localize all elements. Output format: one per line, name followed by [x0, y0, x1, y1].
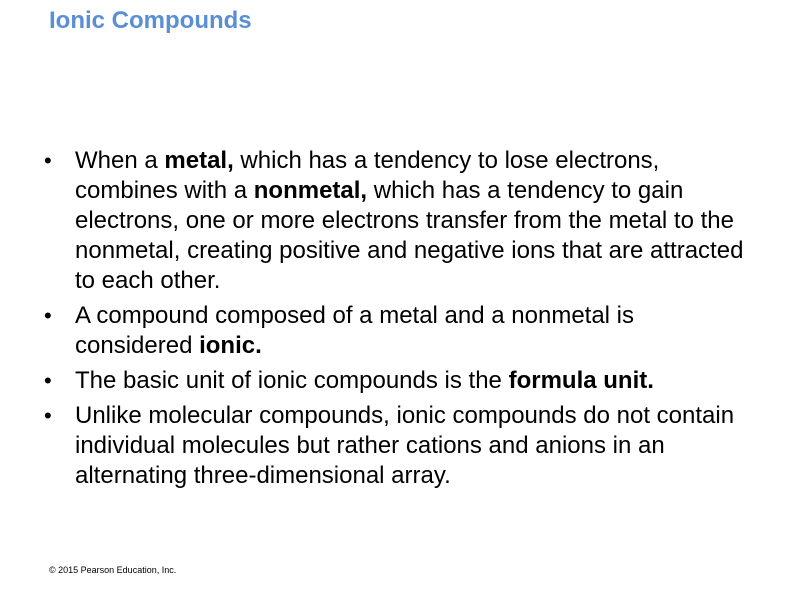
bullet-text: A compound composed of a metal and a nonmetal is considered — [75, 302, 635, 359]
bullet-item — [44, 401, 754, 491]
bullet-bold-term: metal, — [164, 147, 234, 174]
bullet-text: The basic unit of ionic compounds is the — [75, 367, 509, 394]
bullet-text: Unlike molecular compounds, ionic compounds do not contain individual molecules but rather cations and anions in an alternating three-dimensional array. — [75, 402, 735, 489]
bullet-icon: • — [44, 403, 52, 428]
bullet-bold-term: ionic. — [199, 332, 262, 359]
bullet-item — [44, 301, 754, 361]
bullet-text: which has a tendency to gain electrons, one or more electrons transfer from the metal to the nonmetal, creating positive and negative ions that are attracted to each other. — [75, 177, 744, 294]
bullet-list — [44, 146, 754, 496]
slide-title: Ionic Compounds — [49, 7, 252, 34]
bullet-bold-term: nonmetal, — [253, 177, 368, 204]
bullet-item — [44, 366, 754, 396]
bullet-icon: • — [44, 368, 52, 393]
bullet-bold-term: formula unit. — [508, 367, 654, 394]
copyright-notice: © 2015 Pearson Education, Inc. — [49, 565, 177, 575]
bullet-text: which has a tendency to lose electrons, combines with a — [75, 147, 660, 204]
bullet-icon: • — [44, 148, 52, 173]
bullet-item — [44, 146, 754, 296]
bullet-icon: • — [44, 303, 52, 328]
bullet-text: When a — [75, 147, 165, 174]
